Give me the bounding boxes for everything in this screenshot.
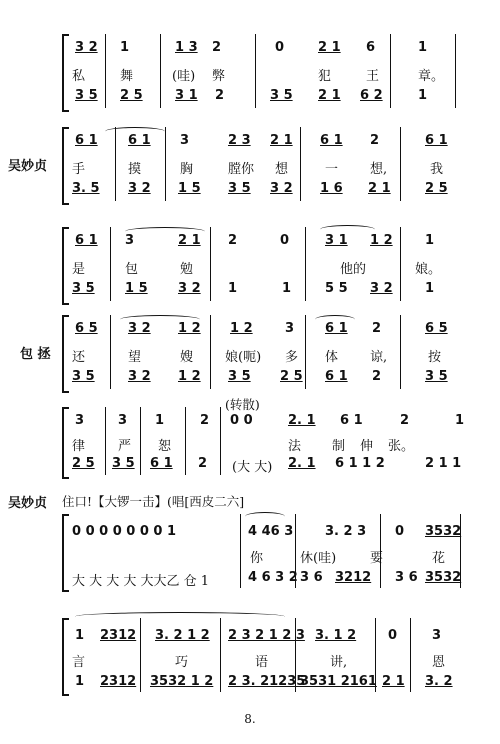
lyric: 还 [72, 350, 86, 365]
barline [160, 34, 161, 108]
barline [140, 618, 141, 692]
barline [105, 34, 106, 108]
lyric: 摸 [128, 162, 142, 177]
barline [255, 34, 256, 108]
lyric: 伸 [360, 439, 374, 454]
accomp-note: 1 2 [178, 369, 201, 384]
vocal-note: 6 1 [320, 133, 343, 148]
vocal-note: 3532 [425, 524, 462, 539]
lyric: 我 [430, 162, 444, 177]
vocal-note: 0 [388, 628, 398, 643]
lyric: 想, [370, 162, 388, 177]
barline [300, 127, 301, 201]
lyric: 谅, [370, 350, 388, 365]
barline [210, 227, 211, 301]
vocal-note: 3. 2 1 2 [155, 628, 210, 643]
lyric: 一 [325, 162, 339, 177]
lyric: 是 [72, 262, 86, 277]
accomp-note: 3. 2 [425, 674, 453, 689]
lyric: 舞 [120, 69, 134, 84]
lyric: 王 [366, 69, 380, 84]
lyric: 花 [432, 551, 446, 566]
vocal-note: 3 [285, 321, 295, 336]
lyric: 律 [72, 439, 86, 454]
lyric: 手 [72, 162, 86, 177]
vocal-note: 6 1 [340, 413, 363, 428]
vocal-note: 2 [212, 40, 222, 55]
lyric: 讲, [330, 655, 348, 670]
accomp-note: 2 5 [120, 88, 143, 103]
accomp-note: (大 大) [232, 460, 273, 475]
vocal-note: 3 [75, 413, 85, 428]
lyric: 犯 [318, 69, 332, 84]
accomp-note: 3 2 [128, 369, 151, 384]
vocal-note: 6 1 [75, 233, 98, 248]
page-number: 8. [244, 712, 256, 726]
lyric: 娘。 [415, 262, 442, 277]
singer-name: 包 拯 [20, 347, 51, 362]
barline [210, 315, 211, 389]
barline [110, 315, 111, 389]
vocal-note: 1 [425, 233, 435, 248]
barline [240, 514, 241, 588]
lyric: 膛你 [228, 162, 255, 177]
barline [390, 34, 391, 108]
accomp-note: 1 [75, 674, 85, 689]
accomp-note: 3 5 [425, 369, 448, 384]
accomp-note: 6 2 [360, 88, 383, 103]
vocal-note: 2 1 [270, 133, 293, 148]
accomp-note: 2 [372, 369, 382, 384]
accomp-note: 2. 1 [288, 456, 316, 471]
system-brace [62, 407, 69, 479]
lyric: (哇) [172, 69, 196, 84]
accomp-note: 2 1 [382, 674, 405, 689]
vocal-note: 0 [280, 233, 290, 248]
vocal-note: 2 [370, 133, 380, 148]
vocal-note: 1 2 [370, 233, 393, 248]
slur [245, 512, 285, 521]
barline [400, 315, 401, 389]
lyric: 恩 [432, 655, 446, 670]
accomp-note: 3. 5 [72, 181, 100, 196]
barline [220, 618, 221, 692]
accomp-note: 2312 [100, 674, 137, 689]
accomp-note: 5 5 [325, 281, 348, 296]
accomp-note: 大 大 大 大 大大乙 仓 1 [72, 574, 210, 589]
vocal-note: 0 [395, 524, 405, 539]
barline [400, 127, 401, 201]
accomp-note: 3 2 [128, 181, 151, 196]
vocal-note: 0 [275, 40, 285, 55]
barline [410, 618, 411, 692]
lyric: 按 [428, 350, 442, 365]
accomp-note: 2 [198, 456, 208, 471]
accomp-note: 1 [228, 281, 238, 296]
singer-name: 吴妙贞 [8, 159, 48, 174]
lyric: 想 [275, 162, 289, 177]
vocal-note: 2 [200, 413, 210, 428]
accomp-note: 3 5 [75, 88, 98, 103]
accomp-note: 1 [282, 281, 292, 296]
lyric: 胸 [180, 162, 194, 177]
system-brace [62, 34, 69, 112]
barline [140, 407, 141, 475]
vocal-note: 2. 1 [288, 413, 316, 428]
system-brace [62, 227, 69, 305]
slur [75, 612, 285, 621]
vocal-note: 3 [432, 628, 442, 643]
vocal-note: 3 2 [128, 321, 151, 336]
vocal-note: 1 [75, 628, 85, 643]
vocal-note: 6 1 [75, 133, 98, 148]
vocal-note: 0 0 0 0 0 0 0 1 [72, 524, 177, 539]
vocal-note: 6 1 [128, 133, 151, 148]
vocal-note: 2 3 [228, 133, 251, 148]
accomp-note: 1 5 [178, 181, 201, 196]
accomp-note: 2 [215, 88, 225, 103]
tempo-marking: (转散) [225, 397, 260, 412]
vocal-note: 6 5 [75, 321, 98, 336]
vocal-note: 0 0 [230, 413, 253, 428]
score-system-2 [0, 125, 500, 205]
vocal-note: 6 5 [425, 321, 448, 336]
vocal-note: 1 [418, 40, 428, 55]
barline [305, 315, 306, 389]
barline [220, 407, 221, 475]
barline [115, 127, 116, 201]
stage-direction: 住口!【大锣一击】(唱[西皮二六] [62, 494, 245, 509]
accomp-note: 3532 [425, 570, 462, 585]
accomp-note: 1 [418, 88, 428, 103]
barline [400, 227, 401, 301]
score-system-5 [0, 395, 500, 480]
system-brace [62, 127, 69, 205]
accomp-note: 3 2 [370, 281, 393, 296]
accomp-note: 3 6 [300, 570, 323, 585]
score-system-6 [0, 492, 500, 592]
lyric: 语 [255, 655, 269, 670]
accomp-note: 3 5 [228, 369, 251, 384]
vocal-note: 3 2 [75, 40, 98, 55]
vocal-note: 3 1 [325, 233, 348, 248]
vocal-note: 1 2 [178, 321, 201, 336]
accomp-note: 2 1 [368, 181, 391, 196]
vocal-note: 2 1 [178, 233, 201, 248]
vocal-note: 6 1 [325, 321, 348, 336]
accomp-note: 2 5 [425, 181, 448, 196]
barline [455, 34, 456, 108]
vocal-note: 3 [118, 413, 128, 428]
vocal-note: 3. 1 2 [315, 628, 357, 643]
lyric: 他的 [340, 262, 367, 277]
accomp-note: 3 5 [270, 88, 293, 103]
accomp-note: 4 6 3 2 [248, 570, 298, 585]
system-brace [62, 514, 69, 592]
vocal-note: 6 [366, 40, 376, 55]
lyric: 张。 [388, 439, 415, 454]
barline [185, 407, 186, 475]
accomp-note: 2 1 [318, 88, 341, 103]
vocal-note: 1 3 [175, 40, 198, 55]
barline [305, 227, 306, 301]
vocal-note: 2312 [100, 628, 137, 643]
score-system-4 [0, 313, 500, 393]
accomp-note: 1 5 [125, 281, 148, 296]
accomp-note: 3 5 [72, 281, 95, 296]
lyric: 恕 [158, 439, 172, 454]
vocal-note: 4 46 3 [248, 524, 294, 539]
lyric: 巧 [175, 655, 189, 670]
lyric: 多 [285, 350, 299, 365]
lyric: 法 [288, 439, 302, 454]
vocal-note: 3. 2 3 [325, 524, 367, 539]
lyric: 私 [72, 69, 86, 84]
lyric: 娘(呃) [225, 350, 262, 365]
vocal-note: 1 [455, 413, 465, 428]
vocal-note: 6 1 [425, 133, 448, 148]
accomp-note: 3 6 [395, 570, 418, 585]
score-system-3 [0, 225, 500, 305]
lyric: 休(哇) [300, 551, 337, 566]
lyric: 制 [332, 439, 346, 454]
accomp-note: 3 2 [270, 181, 293, 196]
accomp-note: 3 5 [72, 369, 95, 384]
vocal-note: 2 1 [318, 40, 341, 55]
barline [105, 407, 106, 475]
barline [165, 127, 166, 201]
accomp-note: 1 6 [320, 181, 343, 196]
system-brace [62, 315, 69, 393]
score-system-7 [0, 608, 500, 693]
accomp-note: 3531 2161 [300, 674, 377, 689]
lyric: 体 [325, 350, 339, 365]
lyric: 嫂 [180, 350, 194, 365]
accomp-note: 2 1 1 [425, 456, 462, 471]
accomp-note: 3212 [335, 570, 372, 585]
accomp-note: 3532 1 2 [150, 674, 214, 689]
vocal-note: 3 [180, 133, 190, 148]
vocal-note: 1 [120, 40, 130, 55]
accomp-note: 6 1 [150, 456, 173, 471]
vocal-note: 3 [125, 233, 135, 248]
accomp-note: 6 1 [325, 369, 348, 384]
vocal-note: 2 [400, 413, 410, 428]
lyric: 望 [128, 350, 142, 365]
vocal-note: 2 [228, 233, 238, 248]
lyric: 勉 [180, 262, 194, 277]
accomp-note: 1 [425, 281, 435, 296]
lyric: 你 [250, 551, 264, 566]
lyric: 要 [370, 551, 384, 566]
accomp-note: 3 5 [112, 456, 135, 471]
score-system-1 [0, 32, 500, 112]
vocal-note: 2 [372, 321, 382, 336]
barline [110, 227, 111, 301]
accomp-note: 6 1 1 2 [335, 456, 385, 471]
lyric: 包 [125, 262, 139, 277]
accomp-note: 2 5 [280, 369, 303, 384]
system-brace [62, 618, 69, 696]
lyric: 言 [72, 655, 86, 670]
accomp-note: 2 3. 21235 [228, 674, 306, 689]
lyric: 严 [118, 439, 132, 454]
singer-name: 吴妙贞 [8, 496, 48, 511]
lyric: 章。 [418, 69, 445, 84]
accomp-note: 2 5 [72, 456, 95, 471]
lyric: 弊 [212, 69, 226, 84]
vocal-note: 1 [155, 413, 165, 428]
vocal-note: 1 2 [230, 321, 253, 336]
accomp-note: 3 2 [178, 281, 201, 296]
vocal-note: 2 3 2 1 2 3 [228, 628, 305, 643]
accomp-note: 3 1 [175, 88, 198, 103]
accomp-note: 3 5 [228, 181, 251, 196]
